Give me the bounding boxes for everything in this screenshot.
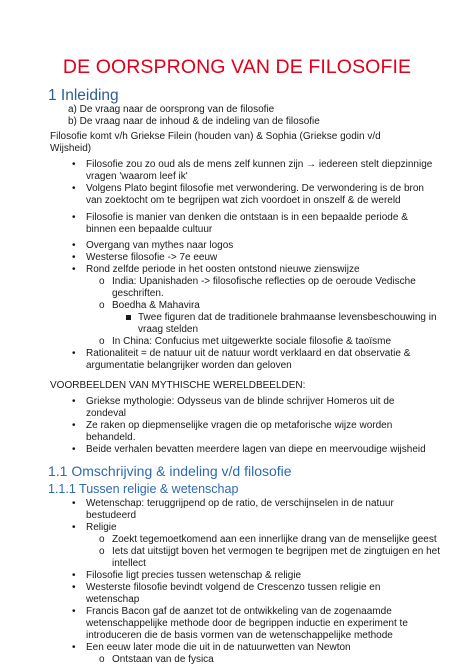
bullet-icon: • (72, 240, 76, 251)
circle-bullet-icon: o (99, 534, 105, 545)
bullet-icon: • (72, 606, 76, 617)
page-title: DE OORSPRONG VAN DE FILOSOFIE (62, 56, 412, 78)
bullet-icon: • (72, 498, 76, 509)
sub-bullet-continuation: geschriften. (112, 288, 164, 299)
myth-heading: VOORBEELDEN VAN MYTHISCHE WERELDBEELDEN: (50, 380, 306, 391)
bullet-icon: • (72, 252, 76, 263)
bullet-item: • Overgang van mythes naar logos (72, 240, 234, 251)
bullet-icon: • (72, 420, 76, 431)
circle-bullet-icon: o (99, 654, 105, 665)
bullet-continuation: zondeval (86, 408, 127, 419)
bullet-item: • Volgens Plato begint filosofie met verwondering. De verwondering is de bron (72, 183, 424, 194)
intro-text-line: Wijsheid) (50, 143, 92, 154)
sub-bullet-continuation: intellect (112, 558, 146, 569)
section-heading-omschrijving: 1.1 Omschrijving & indeling v/d filosofie (48, 463, 292, 479)
bullet-continuation: wetenschap (86, 594, 140, 605)
sub-bullet-item: o Zoekt tegemoetkomend aan een innerlijke drang van de menselijke geest (99, 534, 437, 545)
bullet-continuation: van zoektocht om te begrijpen wat zich voordoet in onszelf & de wereld (86, 195, 401, 206)
sub-bullet-item: o India: Upanishaden -> filosofische reflecties op de oeroude Vedische (99, 276, 416, 287)
sub-bullet-item: o Boedha & Mahavira (99, 300, 200, 311)
square-bullet-item: Twee figuren dat de traditionele brahmaanse levensbeschouwing in (138, 312, 437, 324)
bullet-icon: • (72, 212, 76, 223)
bullet-item: • Religie (72, 522, 117, 533)
bullet-item: • Ze raken op diepmenselijke vragen die op metaforische wijze worden (72, 420, 393, 431)
sub-bullet-item: o Ontstaan van de fysica (99, 654, 214, 665)
bullet-continuation: bestudeerd (86, 510, 137, 521)
bullet-item: • Filosofie ligt precies tussen wetenschap & religie (72, 570, 302, 581)
bullet-icon: • (72, 582, 76, 593)
bullet-item: • Filosofie is manier van denken die ontstaan is in een bepaalde periode & (72, 212, 408, 223)
bullet-icon: • (72, 570, 76, 581)
circle-bullet-icon: o (99, 546, 105, 557)
circle-bullet-icon: o (99, 300, 105, 311)
sub-bullet-item: o Iets dat uitstijgt boven het vermogen te begrijpen met de zingtuigen en het (99, 546, 440, 557)
bullet-item: • Griekse mythologie: Odysseus van de blinde schrijver Homeros uit de (72, 396, 395, 407)
bullet-continuation: behandeld. (86, 432, 136, 443)
bullet-continuation: vragen 'waarom leef ik' (86, 171, 188, 182)
bullet-icon: • (72, 522, 76, 533)
bullet-icon: • (72, 183, 76, 194)
bullet-continuation: argumentatie belangrijker worden dan geloven (86, 360, 292, 371)
square-bullet-continuation: vraag stelden (138, 324, 199, 335)
bullet-continuation: binnen een bepaalde cultuur (86, 224, 213, 235)
circle-bullet-icon: o (99, 276, 105, 287)
bullet-continuation: wetenschappelijke methode door de begrippen inductie en experiment te (86, 618, 408, 629)
bullet-icon: • (72, 642, 76, 653)
subitem-b: b) De vraag naar de inhoud & de indeling van de filosofie (68, 116, 320, 127)
bullet-item: • Westerste filosofie bevindt volgend de Crescenzo tussen religie en (72, 582, 381, 593)
subsection-heading-religie-wetenschap: 1.1.1 Tussen religie & wetenschap (48, 482, 239, 496)
bullet-item: • Rationaliteit = de natuur uit de natuur wordt verklaard en dat observatie & (72, 348, 411, 359)
circle-bullet-icon: o (99, 336, 105, 347)
intro-text-line: Filosofie komt v/h Griekse Filein (houden van) & Sophia (Griekse godin v/d (50, 131, 381, 142)
bullet-icon: • (72, 444, 76, 455)
bullet-continuation: introduceren die de basis vormen van de wetenschappelijke methode (86, 630, 393, 641)
bullet-icon: • (72, 396, 76, 407)
bullet-icon: • (72, 264, 76, 275)
square-bullet-icon (126, 315, 131, 320)
bullet-icon: • (72, 348, 76, 359)
bullet-item: • Een eeuw later mode die uit in de natuurwetten van Newton (72, 642, 351, 653)
bullet-item: • Filosofie zou zo oud als de mens zelf kunnen zijn → iedereen stelt diepzinnige (72, 159, 433, 170)
bullet-item: • Wetenschap: teruggrijpend op de ratio, de verschijnselen in de natuur (72, 498, 394, 509)
bullet-item: • Rond zelfde periode in het oosten ontstond nieuwe zienswijze (72, 264, 360, 275)
sub-bullet-item: o In China: Confucius met uitgewerkte sociale filosofie & taoïsme (99, 336, 392, 347)
section-heading-inleiding: 1 Inleiding (48, 87, 119, 104)
bullet-item: • Beide verhalen bevatten meerdere lagen van diepe en meervoudige wijsheid (72, 444, 426, 455)
bullet-item: • Francis Bacon gaf de aanzet tot de ontwikkeling van de zogenaamde (72, 606, 392, 617)
bullet-item: • Westerse filosofie -> 7e eeuw (72, 252, 218, 263)
subitem-a: a) De vraag naar de oorsprong van de filosofie (68, 104, 275, 115)
bullet-icon: • (72, 159, 76, 170)
